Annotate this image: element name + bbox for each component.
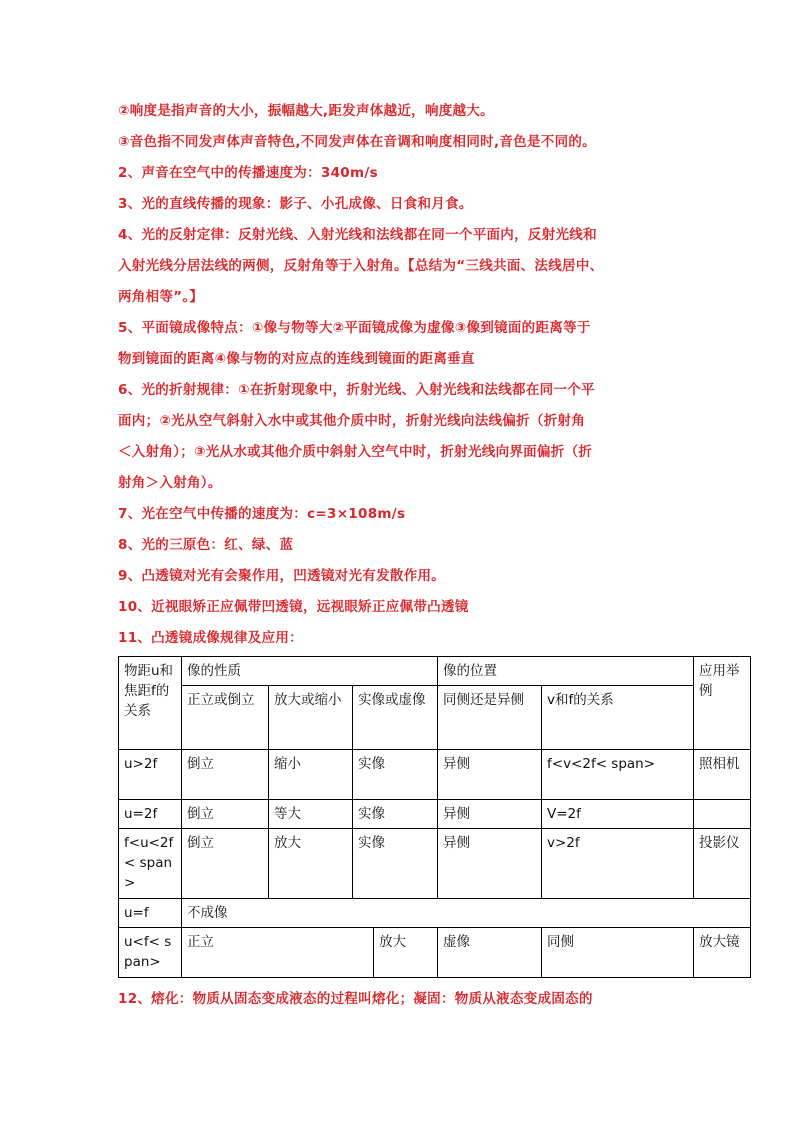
paragraph-refraction-1: 6、光的折射规律：①在折射现象中，折射光线、入射光线和法线都在同一个平 <box>118 382 595 398</box>
cell-v-relation: V=2f <box>542 800 694 829</box>
cell-image-kind: 虚像 <box>438 928 542 978</box>
cell-image-kind: 实像 <box>353 800 438 829</box>
paragraph-refraction-2: 面内；②光从空气斜射入水中或其他介质中时，折射光线向法线偏折（折射角 <box>118 413 586 429</box>
paragraph-glasses: 10、近视眼矫正应佩带凹透镜，远视眼矫正应佩带凸透镜 <box>118 599 469 615</box>
cell-size: 缩小 <box>269 750 353 800</box>
paragraph-reflection-2: 入射光线分居法线的两侧，反射角等于入射角。【总结为“三线共面、法线居中、 <box>118 258 604 274</box>
table-row <box>119 829 751 899</box>
paragraph-loudness: ②响度是指声音的大小，振幅越大,距发声体越近，响度越大。 <box>118 103 494 119</box>
paragraph-refraction-3: ＜入射角）；③光从水或其他介质中斜射入空气中时，折射光线向界面偏折（折 <box>118 444 593 460</box>
document-body <box>118 96 740 1015</box>
cell-u: u<f< span> <box>119 928 182 978</box>
header-real-virtual: 实像或虚像 <box>353 686 438 750</box>
header-enlarged-reduced: 放大或缩小 <box>269 686 353 750</box>
cell-u: u>2f <box>119 750 182 800</box>
cell-u: u=f <box>119 899 182 928</box>
paragraph-reflection-1: 4、光的反射定律：反射光线、入射光线和法线都在同一个平面内，反射光线和 <box>118 227 597 243</box>
table-row <box>119 899 751 928</box>
cell-side: 异侧 <box>438 829 542 899</box>
cell-orientation: 倒立 <box>182 800 269 829</box>
cell-application: 投影仪 <box>694 829 751 899</box>
cell-application <box>694 800 751 829</box>
header-upright-inverted: 正立或倒立 <box>182 686 269 750</box>
cell-orientation: 正立 <box>182 928 374 978</box>
cell-orientation: 倒立 <box>182 750 269 800</box>
header-image-position: 像的位置 <box>438 657 694 686</box>
paragraph-reflection-3: 两角相等”。】 <box>118 289 204 305</box>
cell-application: 照相机 <box>694 750 751 800</box>
lens-imaging-table <box>118 656 751 978</box>
header-distance-relation: 物距u和焦距f的关系 <box>119 657 182 750</box>
header-v-relation: v和f的关系 <box>542 686 694 750</box>
paragraph-sound-speed: 2、声音在空气中的传播速度为：340m/s <box>118 165 378 181</box>
cell-size: 放大 <box>374 928 438 978</box>
table-row <box>119 928 751 978</box>
cell-size: 放大 <box>269 829 353 899</box>
cell-image-kind: 实像 <box>353 829 438 899</box>
cell-side: 异侧 <box>438 800 542 829</box>
paragraph-primary-colors: 8、光的三原色：红、绿、蓝 <box>118 537 294 553</box>
header-application: 应用举例 <box>694 657 751 750</box>
header-same-side: 同侧还是异侧 <box>438 686 542 750</box>
paragraph-mirror-1: 5、平面镜成像特点：①像与物等大②平面镜成像为虚像③像到镜面的距离等于 <box>118 320 591 336</box>
paragraph-light-straight: 3、光的直线传播的现象：影子、小孔成像、日食和月食。 <box>118 196 473 212</box>
cell-orientation: 倒立 <box>182 829 269 899</box>
cell-side: 异侧 <box>438 750 542 800</box>
cell-no-image: 不成像 <box>182 899 751 928</box>
paragraph-light-speed: 7、光在空气中传播的速度为：c=3×108m/s <box>118 506 406 522</box>
cell-size: 等大 <box>269 800 353 829</box>
cell-v-relation: v>2f <box>542 829 694 899</box>
paragraph-melting: 12、熔化：物质从固态变成液态的过程叫熔化；凝固：物质从液态变成固态的 <box>118 991 593 1007</box>
cell-application: 放大镜 <box>694 928 751 978</box>
header-image-nature: 像的性质 <box>182 657 438 686</box>
cell-v-relation: f<v<2f< span> <box>542 750 694 800</box>
paragraph-lens-rules: 11、凸透镜成像规律及应用： <box>118 630 303 646</box>
cell-u: f<u<2f< span> <box>119 829 182 899</box>
paragraph-mirror-2: 物到镜面的距离④像与物的对应点的连线到镜面的距离垂直 <box>118 351 475 367</box>
cell-side: 同侧 <box>542 928 694 978</box>
cell-image-kind: 实像 <box>353 750 438 800</box>
table-row <box>119 800 751 829</box>
cell-u: u=2f <box>119 800 182 829</box>
paragraph-timbre: ③音色指不同发声体声音特色,不同发声体在音调和响度相同时,音色是不同的。 <box>118 134 596 150</box>
paragraph-lens-effect: 9、凸透镜对光有会聚作用，凹透镜对光有发散作用。 <box>118 568 446 584</box>
table-row <box>119 750 751 800</box>
paragraph-refraction-4: 射角＞入射角）。 <box>118 475 222 491</box>
